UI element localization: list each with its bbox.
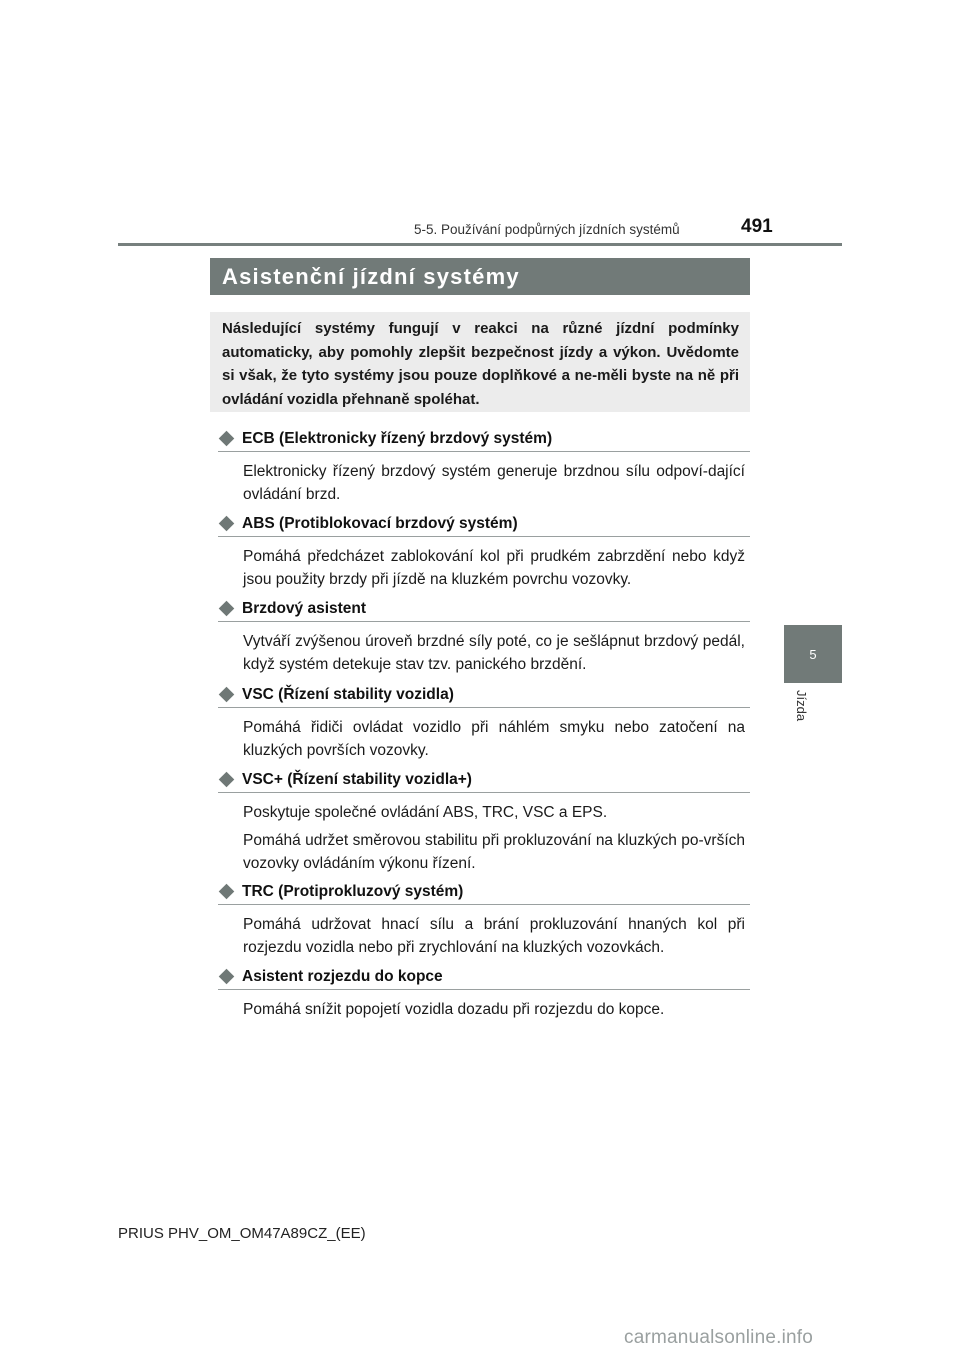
- section-heading: [218, 879, 750, 905]
- section-paragraph: Pomáhá udržet směrovou stabilitu při prokluzování na kluzkých po-vrších vozovky ovládáním výkonu řízení.: [243, 832, 745, 872]
- section-heading: [218, 511, 750, 537]
- diamond-bullet-icon: [219, 601, 235, 617]
- section-heading-label: VSC (Řízení stability vozidla): [242, 685, 454, 703]
- diamond-bullet-icon: [219, 969, 235, 985]
- section-paragraph: Pomáhá řidiči ovládat vozidlo při náhlém smyku nebo zatočení na kluzkých površích vozovky.: [243, 719, 745, 759]
- section-ecb: [218, 426, 750, 506]
- section-heading-label: VSC+ (Řízení stability vozidla+): [242, 770, 472, 788]
- header-rule: [118, 243, 842, 246]
- chapter-label: Jízda: [794, 690, 809, 722]
- section-heading: [218, 682, 750, 708]
- section-heading-label: Asistent rozjezdu do kopce: [242, 967, 443, 985]
- intro-text: Následující systémy fungují v reakci na různé jízdní podmínky automaticky, aby pomohly zlepšit bezpečnost jízdy a výkon. Uvědomte si však, že tyto systémy jsou pouze doplňkové a ne-měli byste na ně při ovládání vozidla přehnaně spoléhat.: [222, 320, 739, 408]
- section-paragraph: Vytváří zvýšenou úroveň brzdné síly poté, co je sešlápnut brzdový pedál, když systém detekuje stav tzv. panického brzdění.: [243, 633, 745, 673]
- footer-document-id: PRIUS PHV_OM_OM47A89CZ_(EE): [118, 1225, 366, 1242]
- section-trc: [218, 879, 750, 959]
- intro-box: [210, 312, 750, 412]
- section-paragraph: Poskytuje společné ovládání ABS, TRC, VSC a EPS.: [243, 804, 608, 821]
- diamond-bullet-icon: [219, 431, 235, 447]
- section-heading-label: ABS (Protiblokovací brzdový systém): [242, 514, 518, 532]
- section-vsc: [218, 682, 750, 762]
- diamond-bullet-icon: [219, 772, 235, 788]
- running-header-section: 5-5. Používání podpůrných jízdních systémů: [414, 222, 680, 237]
- diamond-bullet-icon: [219, 516, 235, 532]
- section-heading: [218, 596, 750, 622]
- watermark: carmanualsonline.info: [624, 1327, 814, 1348]
- section-heading-label: Brzdový asistent: [242, 599, 367, 617]
- section-heading: [218, 964, 750, 990]
- section-heading: [218, 426, 750, 452]
- section-vsc-plus: [218, 767, 750, 875]
- section-heading-label: ECB (Elektronicky řízený brzdový systém): [242, 429, 553, 447]
- section-paragraph: Pomáhá udržovat hnací sílu a brání prokluzování hnaných kol při rozjezdu vozidla nebo při zrychlování na kluzkých vozovkách.: [243, 916, 745, 956]
- diamond-bullet-icon: [219, 884, 235, 900]
- chapter-tab: [784, 625, 842, 683]
- section-abs: [218, 511, 750, 591]
- page-title: Asistenční jízdní systémy: [222, 263, 520, 289]
- section-hill-start-assist: [218, 964, 750, 1021]
- section-heading-label: TRC (Protiprokluzový systém): [242, 882, 464, 900]
- section-paragraph: Pomáhá snížit popojetí vozidla dozadu při rozjezdu do kopce.: [243, 1001, 665, 1018]
- section-paragraph: Pomáhá předcházet zablokování kol při prudkém zabrzdění nebo když jsou použity brzdy při jízdě na kluzkém povrchu vozovky.: [243, 548, 745, 588]
- section-paragraph: Elektronicky řízený brzdový systém generuje brzdnou sílu odpoví-dající ovládání brzd.: [243, 463, 745, 503]
- section-brake-assist: [218, 596, 750, 676]
- section-heading: [218, 767, 750, 793]
- chapter-number: 5: [809, 646, 817, 662]
- diamond-bullet-icon: [219, 687, 235, 703]
- page-number: 491: [741, 216, 773, 237]
- section-title-bar: [210, 258, 750, 295]
